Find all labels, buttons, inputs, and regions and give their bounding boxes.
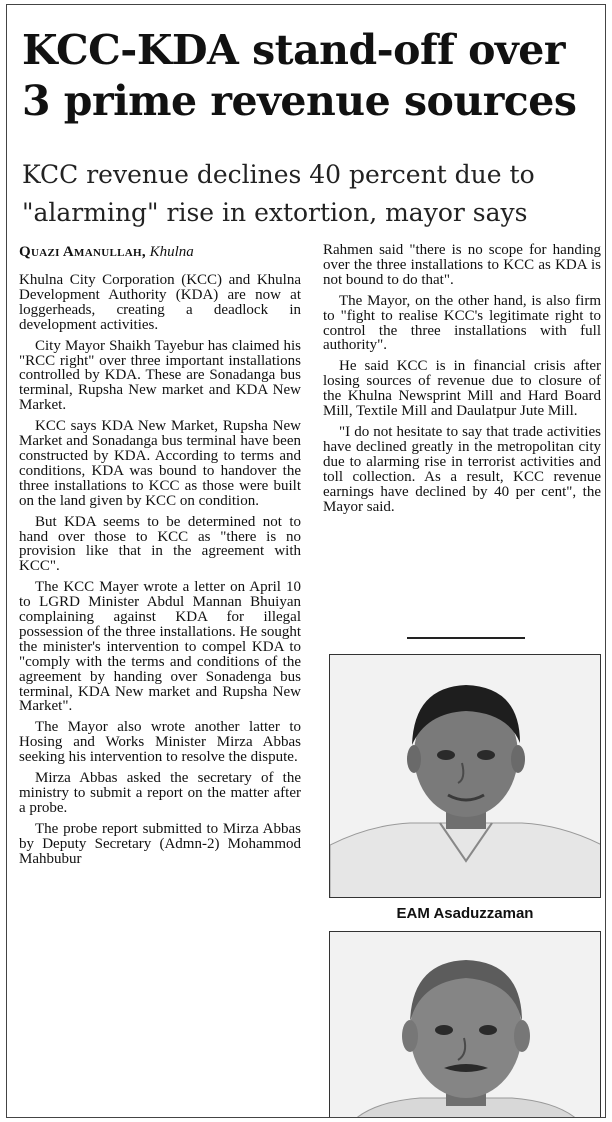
byline-place: Khulna xyxy=(149,244,194,260)
paragraph: Mirza Abbas asked the secretary of the ministry to submit a report on the matter after a probe. xyxy=(19,770,301,816)
portrait-illustration xyxy=(330,932,601,1118)
paragraph: The probe report submitted to Mirza Abbas by Deputy Secretary (Admn-2) Mohammod Mahbubur xyxy=(19,820,301,867)
paragraph: He said KCC is in financial crisis after losing sources of revenue due to closure of the Khulna Newsprint Mill and Hard Board Mill, Textile Mill and Daulatpur Jute Mill. xyxy=(323,358,601,420)
byline-author: Quazi Amanullah, xyxy=(19,244,146,260)
article-column-left xyxy=(19,243,301,873)
paragraph: Khulna City Corporation (KCC) and Khulna Development Authority (KDA) are now at loggerheads, creating a deadlock in development activities. xyxy=(19,272,301,333)
paragraph: The Mayor, on the other hand, is also firm to "fight to realise KCC's legitimate right to control the three installations with full authority". xyxy=(323,292,601,354)
paragraph: KCC says KDA New Market, Rupsha New Market and Sonadanga bus terminal have been constructed by KDA. According to terms and conditions, KDA was bound to handover the three installations to KCC as those were built on the land given by KCC on condition. xyxy=(19,418,301,509)
byline xyxy=(19,243,301,261)
paragraph: "I do not hesitate to say that trade activities have declined greatly in the metropolitan city due to alarming rise in terrorist activities and toll collection. As a result, KCC revenue earnings have declined by 40 per cent", the Mayor said. xyxy=(323,423,601,515)
headline xyxy=(22,25,602,127)
column-divider-rule xyxy=(407,637,525,639)
headline-line-1: KCC-KDA stand-off over xyxy=(22,26,565,74)
article-column-right xyxy=(323,243,601,520)
subheadline-line-1: KCC revenue declines 40 percent due to xyxy=(22,160,535,189)
paragraph: The KCC Mayer wrote a letter on April 10 to LGRD Minister Abdul Mannan Bhuiyan complaining against KDA for illegal possession of the three installations. He sought the minister's intervention to compel KDA to "comply with the terms and conditions of the agreement by handing over Sonadenga bus terminal, KDA New market and Rupsha New Market". xyxy=(19,579,301,715)
paragraph: The Mayor also wrote another latter to Hosing and Works Minister Mirza Abbas seeking his intervention to resolve the dispute. xyxy=(19,719,301,766)
newspaper-clipping xyxy=(6,4,606,1118)
paragraph: Rahmen said "there is no scope for handing over the three installations to KCC as KDA is not bound to do that". xyxy=(323,242,601,288)
portrait-photo-asaduzzaman xyxy=(329,654,601,898)
subheadline xyxy=(22,156,602,232)
subheadline-line-2: "alarming" rise in extortion, mayor says xyxy=(22,198,528,227)
portrait-photo-second xyxy=(329,931,601,1118)
photo-caption: EAM Asaduzzaman xyxy=(396,905,534,922)
paragraph: But KDA seems to be determined not to hand over those to KCC as "there is no provision like that in the agreement with KCC". xyxy=(19,513,301,575)
portrait-illustration xyxy=(330,655,601,898)
paragraph: City Mayor Shaikh Tayebur has claimed his "RCC right" over three important installations controlled by KDA. These are Sonadanga bus terminal, Rupsha New market and KDA New Market. xyxy=(19,337,301,414)
headline-line-2: 3 prime revenue sources xyxy=(22,77,577,125)
